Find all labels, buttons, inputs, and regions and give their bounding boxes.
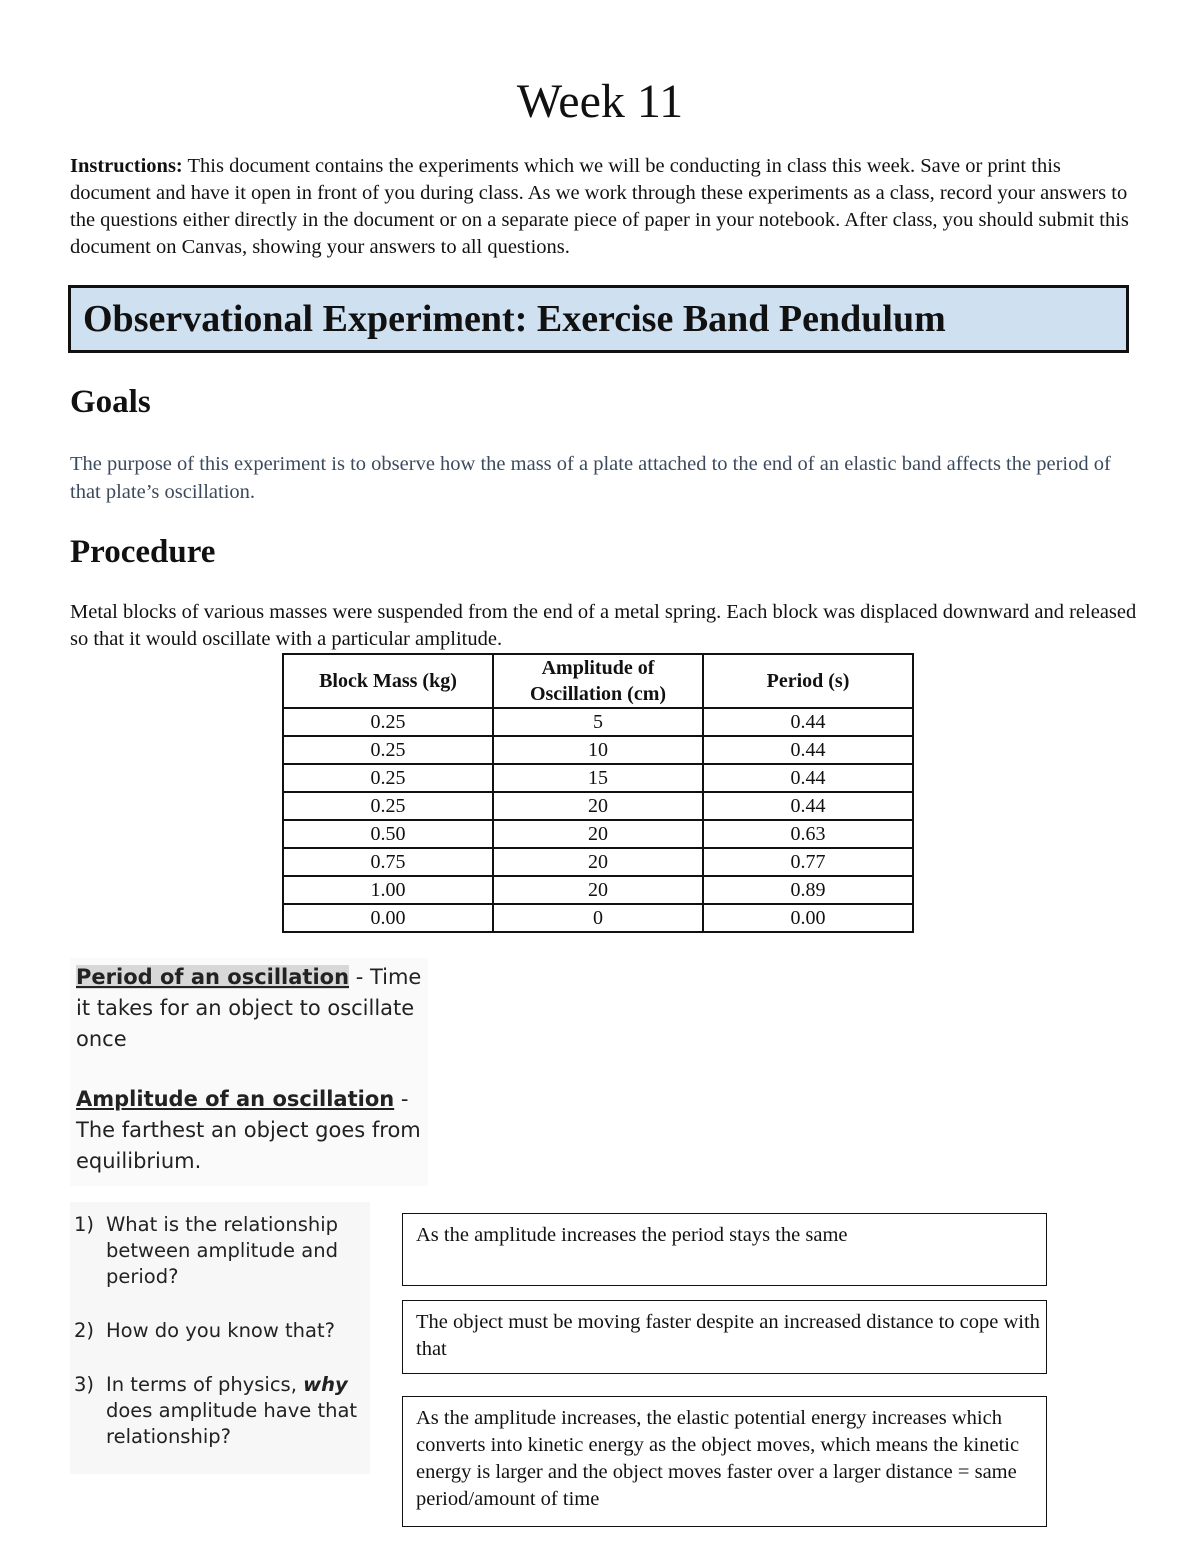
- table-cell: 0.89: [703, 876, 913, 904]
- table-row: [283, 736, 913, 764]
- table-cell: 0.50: [283, 820, 493, 848]
- section-banner: [68, 285, 1129, 353]
- table-cell: 1.00: [283, 876, 493, 904]
- answer-box-2[interactable]: The object must be moving faster despite an increased distance to cope with that: [402, 1300, 1047, 1374]
- page-title: Week 11: [516, 75, 684, 128]
- table-cell: 0.25: [283, 764, 493, 792]
- procedure-text: Metal blocks of various masses were suspended from the end of a metal spring. Each block was displaced downward and released so that it would oscillate with a particular amplitude.: [70, 601, 1137, 650]
- question-3: [74, 1372, 364, 1450]
- table-header-row: [283, 654, 913, 708]
- table-cell: 20: [493, 792, 703, 820]
- instructions-paragraph: [70, 153, 1140, 261]
- header-period: Period (s): [703, 654, 913, 708]
- definition-period: [76, 962, 426, 1055]
- question-1: [74, 1212, 364, 1290]
- question-text-pre: In terms of physics,: [106, 1373, 304, 1396]
- table-row: [283, 764, 913, 792]
- header-amplitude: Amplitude of Oscillation (cm): [493, 654, 703, 708]
- definition-term: Period of an oscillation: [76, 965, 350, 989]
- question-text: How do you know that?: [106, 1319, 335, 1342]
- section-banner-title: Observational Experiment: Exercise Band Pendulum: [83, 298, 946, 340]
- table-cell: 5: [493, 708, 703, 736]
- table-cell: 0.63: [703, 820, 913, 848]
- questions-box: [70, 1202, 370, 1474]
- data-table: [282, 653, 914, 933]
- question-emphasis: why: [303, 1373, 348, 1396]
- instructions-label: Instructions:: [70, 155, 183, 177]
- table-cell: 0.44: [703, 708, 913, 736]
- goals-text: The purpose of this experiment is to observe how the mass of a plate attached to the end of an elastic band affects the period of that plate’s oscillation.: [70, 453, 1111, 503]
- question-text-post: does amplitude have that relationship?: [106, 1399, 358, 1448]
- table-row: [283, 820, 913, 848]
- definition-text: - The farthest an object goes from equilibrium.: [76, 1087, 421, 1173]
- table-cell: 0.25: [283, 792, 493, 820]
- question-number: 3): [74, 1373, 95, 1396]
- table-cell: 0.00: [703, 904, 913, 932]
- table-row: [283, 792, 913, 820]
- table-row: [283, 904, 913, 932]
- definition-amplitude: [76, 1084, 426, 1177]
- table-cell: 0.44: [703, 764, 913, 792]
- question-text: [106, 1372, 364, 1450]
- goals-heading: Goals: [70, 384, 151, 420]
- table-cell: 0.75: [283, 848, 493, 876]
- question-text: What is the relationship between amplitude and period?: [106, 1213, 339, 1288]
- table-cell: 0.44: [703, 792, 913, 820]
- table-row: [283, 876, 913, 904]
- question-number: 2): [74, 1319, 95, 1342]
- table-cell: 0.25: [283, 736, 493, 764]
- answer-box-3[interactable]: As the amplitude increases, the elastic potential energy increases which converts into kinetic energy as the object moves, which means the kinetic energy is larger and the object moves faster over a larger distance = same period/amount of time: [402, 1396, 1047, 1527]
- table-cell: 20: [493, 876, 703, 904]
- table-cell: 0.44: [703, 736, 913, 764]
- table-row: [283, 848, 913, 876]
- table-cell: 0.00: [283, 904, 493, 932]
- table-cell: 15: [493, 764, 703, 792]
- table-cell: 0: [493, 904, 703, 932]
- procedure-heading: Procedure: [70, 534, 216, 570]
- definition-text: - Time it takes for an object to oscillate once: [76, 965, 422, 1051]
- instructions-text: This document contains the experiments which we will be conducting in class this week. Save or print this document and have it open in front of you during class. As we work through these experiments as a class, record your answers to the questions either directly in the document or on a separate piece of paper in your notebook. After class, you should submit this document on Canvas, showing your answers to all questions.: [70, 155, 1129, 258]
- table-row: [283, 708, 913, 736]
- table-cell: 0.25: [283, 708, 493, 736]
- table-cell: 20: [493, 848, 703, 876]
- definition-term: Amplitude of an oscillation: [76, 1087, 395, 1111]
- question-number: 1): [74, 1213, 95, 1236]
- question-2: [74, 1318, 364, 1344]
- table-cell: 20: [493, 820, 703, 848]
- header-block-mass: Block Mass (kg): [283, 654, 493, 708]
- table-cell: 10: [493, 736, 703, 764]
- table-cell: 0.77: [703, 848, 913, 876]
- definitions-box: [70, 958, 428, 1186]
- answer-box-1[interactable]: As the amplitude increases the period stays the same: [402, 1213, 1047, 1286]
